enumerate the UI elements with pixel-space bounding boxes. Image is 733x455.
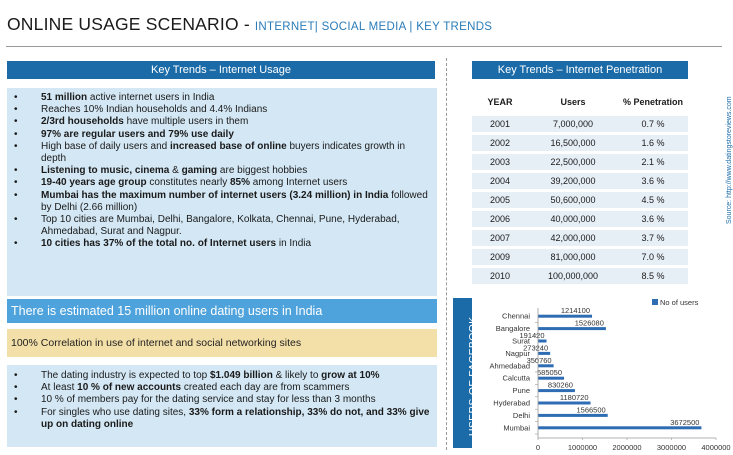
text: created each day are from scammers [181, 382, 350, 394]
text: followed by Delhi (2.66 million) [41, 189, 428, 213]
table-cell-users: 39,200,000 [550, 176, 596, 186]
bold-text: 51 million [41, 92, 88, 103]
category-label: Delhi [512, 410, 530, 420]
table-cell-users: 40,000,000 [550, 214, 596, 224]
table-cell-penetration: 7.0 % [641, 252, 665, 262]
table-cell-year: 2010 [489, 271, 511, 281]
table-cell-users: 16,500,000 [550, 138, 596, 148]
category-label: Bangalore [495, 324, 530, 334]
category-label: Hyderabad [493, 398, 530, 408]
text: constitutes nearly [146, 177, 230, 189]
page-title [7, 14, 492, 35]
category-label: Calcutta [502, 373, 530, 383]
list-item [13, 129, 431, 141]
table-cell-year: 2006 [489, 214, 511, 224]
table-cell-year: 2003 [489, 157, 511, 167]
dating-facts-box [7, 365, 437, 447]
data-label: 1526080 [574, 318, 604, 328]
table-row [472, 268, 688, 287]
title-subtitle: INTERNET| SOCIAL MEDIA | KEY TRENDS [254, 21, 493, 33]
legend-swatch [652, 299, 658, 305]
bold-text: $1.049 billion [210, 370, 273, 381]
table-cell-users: 42,000,000 [550, 233, 596, 243]
table-cell-penetration: 2.1 % [641, 157, 665, 167]
bold-text: grow at 10% [321, 370, 380, 381]
list-item [13, 238, 431, 250]
category-label: Surat [512, 336, 530, 346]
bold-text: 2/3rd households [41, 116, 124, 128]
category-label: Pune [512, 386, 530, 396]
table-row [472, 192, 688, 211]
bold-text: Listening to music, cinema [41, 165, 170, 177]
list-item [13, 382, 431, 394]
list-item [13, 214, 431, 238]
table-row [472, 249, 688, 268]
text: active internet users in India [87, 92, 215, 103]
bold-text: 33% form a relationship, 33% do not, and 33% give up on dating online [41, 406, 430, 430]
data-label: 830260 [547, 380, 573, 390]
data-label: 1180720 [559, 393, 589, 402]
table-cell-users: 50,600,000 [550, 195, 596, 205]
data-label: 191420 [519, 331, 545, 340]
text: At least [41, 382, 78, 394]
correlation-banner: 100% Correlation in use of internet and social networking sites [7, 329, 437, 357]
category-label: Nagpur [505, 348, 530, 358]
text: buyers indicates growth in depth [41, 140, 406, 165]
table-body [472, 116, 688, 287]
table-cell-users: 100,000,000 [547, 271, 599, 281]
text: among Internet users [250, 177, 348, 189]
text: Reaches 10% Indian households and 4.4% Indians [41, 104, 268, 116]
table-cell-penetration: 1.6 % [641, 138, 665, 148]
bold-text: Mumbai has the maximum number of internet users (3.24 million) in India [41, 189, 389, 201]
data-label: 350760 [526, 355, 552, 365]
title-divider [6, 46, 722, 47]
table-header-users: Users [560, 97, 586, 107]
table-row [472, 173, 688, 192]
usage-list [13, 92, 431, 251]
text: & likely to [272, 370, 322, 381]
dating-list [13, 370, 431, 431]
table-cell-year: 2007 [489, 233, 511, 243]
list-item [13, 177, 431, 189]
title-main: ONLINE USAGE SCENARIO - [7, 14, 255, 34]
text: 10 % of members pay for the dating service and stay for less than 3 months [41, 394, 376, 406]
list-item [13, 190, 431, 214]
data-label: 1566500 [576, 405, 606, 415]
table-row [472, 154, 688, 173]
bold-text: 85% [229, 177, 250, 189]
x-tick-label: 4000000 [701, 443, 731, 452]
usage-trends-box [7, 88, 437, 296]
table-cell-year: 2002 [489, 138, 511, 148]
table-cell-users: 22,500,000 [550, 157, 596, 167]
text: Top 10 cities are Mumbai, Delhi, Bangalore, Kolkata, Chennai, Pune, Hyderabad, Ahmedabad, Surat and Nagpur. [41, 214, 400, 238]
table-row [472, 230, 688, 249]
table-cell-penetration: 4.5 % [641, 195, 665, 205]
bold-text: increased base of online [169, 140, 287, 152]
text: The dating industry is expected to top [41, 370, 210, 381]
text: & [169, 165, 182, 177]
data-label: 585050 [537, 368, 563, 378]
facebook-label-band [453, 298, 479, 448]
table-header-penetration: % Penetration [622, 97, 683, 107]
table-cell-penetration: 3.6 % [641, 176, 665, 186]
usage-header: Key Trends – Internet Usage [7, 61, 435, 79]
list-item [13, 116, 431, 128]
penetration-header: Key Trends – Internet Penetration [472, 61, 688, 79]
text: have multiple users in them [123, 116, 249, 128]
x-tick-label: 1000000 [567, 443, 598, 452]
table-cell-penetration: 8.5 % [641, 271, 665, 281]
x-tick-label: 2000000 [612, 443, 642, 452]
text: are biggest hobbies [217, 165, 308, 177]
text: in India [276, 238, 312, 250]
legend-label: No of users [660, 298, 699, 307]
data-label: 3672500 [670, 417, 700, 427]
table-cell-penetration: 0.7 % [641, 119, 665, 129]
facebook-users-chart [474, 296, 731, 452]
data-label: 273240 [523, 343, 549, 353]
list-item [13, 141, 431, 165]
list-item [13, 394, 431, 406]
list-item [13, 104, 431, 116]
category-label: Chennai [502, 311, 530, 321]
source-credit [716, 96, 733, 230]
data-label: 1214100 [560, 306, 591, 316]
list-item [13, 407, 431, 431]
table-cell-year: 2009 [489, 252, 511, 262]
table-row [472, 116, 688, 135]
table-header-row [472, 94, 688, 113]
list-item [13, 165, 431, 177]
category-label: Mumbai [503, 423, 530, 433]
column-divider [446, 58, 447, 450]
list-item [13, 92, 431, 104]
table-cell-users: 81,000,000 [550, 252, 596, 262]
table-row [472, 211, 688, 230]
table-row [472, 135, 688, 154]
table-cell-year: 2005 [489, 195, 511, 205]
source-text: Source: http://www.datingstoreviews.com [726, 96, 733, 224]
bold-text: 10 cities has 37% of the total no. of Internet users [41, 238, 277, 250]
bold-text: 19-40 years age group [41, 177, 147, 189]
table-cell-penetration: 3.6 % [641, 214, 665, 224]
category-label: Ahmedabad [489, 361, 530, 371]
facebook-label: USERS OF FACEBOOK [467, 316, 479, 436]
table-header-year: YEAR [487, 97, 513, 107]
bold-text: 97% are regular users and 79% use daily [41, 128, 234, 140]
list-item [13, 370, 431, 382]
table-cell-year: 2004 [489, 176, 511, 186]
x-tick-label: 3000000 [656, 443, 687, 452]
table-cell-users: 7,000,000 [552, 119, 594, 129]
x-tick-label: 0 [535, 443, 541, 452]
text: High base of daily users and [41, 140, 170, 152]
dating-banner: There is estimated 15 million online dating users in India [7, 299, 437, 323]
bold-text: 10 % of new accounts [77, 382, 182, 394]
table-cell-penetration: 3.7 % [641, 233, 665, 243]
table-cell-year: 2001 [489, 119, 511, 129]
penetration-table [472, 97, 688, 287]
text: For singles who use dating sites, [41, 406, 189, 418]
bold-text: gaming [181, 165, 218, 177]
